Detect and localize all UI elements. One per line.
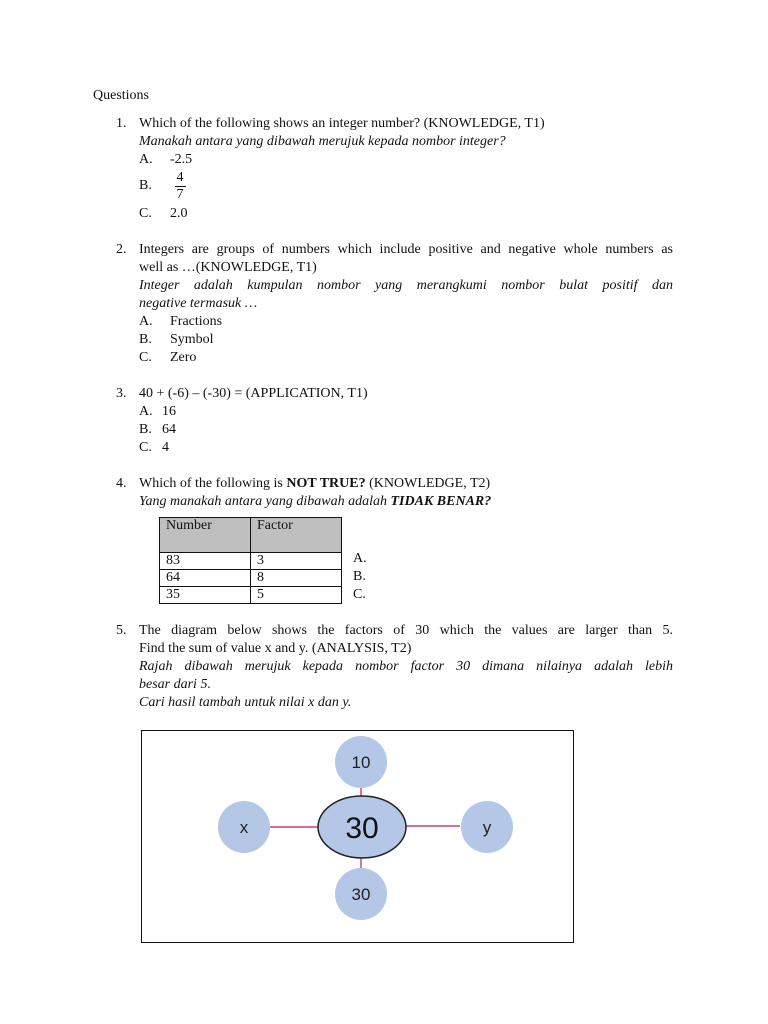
table-cell: 5: [251, 587, 342, 604]
q1-text: Which of the following shows an integer number? (KNOWLEDGE, T1): [139, 116, 545, 131]
q4-text-malay: [139, 494, 491, 510]
q2-number: 2.: [116, 242, 127, 257]
table-cell: 35: [160, 587, 251, 604]
node-center-label: 30: [345, 812, 379, 845]
q4-text-post: (KNOWLEDGE, T2): [365, 476, 491, 491]
q3-option-b-letter: B.: [139, 422, 152, 437]
q3-text: 40 + (-6) – (-30) = (APPLICATION, T1): [139, 386, 368, 401]
q5-text-line1: The diagram below shows the factors of 30 which the values are larger than 5.: [139, 623, 673, 638]
q2-text-line2: well as …(KNOWLEDGE, T1): [139, 260, 317, 275]
node-bottom-label: 30: [351, 885, 371, 904]
q4-row-letter-c: C.: [353, 587, 366, 602]
table-row: [160, 587, 342, 604]
q1-number: 1.: [116, 116, 127, 131]
q2-option-a-letter: A.: [139, 314, 153, 329]
q1-option-b-letter: B.: [139, 178, 152, 193]
fraction-denominator: 7: [176, 187, 184, 202]
node-right-label: y: [482, 818, 492, 837]
table-header-row: [160, 518, 342, 553]
q3-option-c-letter: C.: [139, 440, 152, 455]
q5-text-malay-line1: Rajah dibawah merujuk kepada nombor factor 30 dimana nilainya adalah lebih: [139, 659, 673, 674]
q1-option-a-value: -2.5: [170, 152, 193, 167]
table-cell: 64: [160, 570, 251, 587]
q3-option-a-value: 16: [162, 404, 176, 419]
q2-option-a-value: Fractions: [170, 314, 223, 329]
q4-text-bold: NOT TRUE?: [286, 476, 366, 491]
table-cell: 8: [251, 570, 342, 587]
q5-text-malay-line3: Cari hasil tambah untuk nilai x dan y.: [139, 695, 352, 710]
q3-option-c-value: 4: [162, 440, 169, 455]
q2-text-line1: Integers are groups of numbers which include positive and negative whole numbers as: [139, 242, 673, 257]
q1-option-b-fraction: [173, 170, 187, 203]
q4-text-pre: Which of the following is: [139, 476, 287, 491]
q2-option-c-letter: C.: [139, 350, 152, 365]
q1-text-malay: Manakah antara yang dibawah merujuk kepada nombor integer?: [139, 134, 506, 149]
q1-option-c-letter: C.: [139, 206, 152, 221]
q2-text-malay-line1: Integer adalah kumpulan nombor yang merangkumi nombor bulat positif dan: [139, 278, 673, 293]
node-top-label: 10: [351, 753, 371, 772]
table-row: [160, 570, 342, 587]
fraction-numerator: 4: [176, 170, 184, 185]
factor-table: [159, 517, 342, 604]
q2-option-b-letter: B.: [139, 332, 152, 347]
q4-number: 4.: [116, 476, 127, 491]
q2-text-malay-line2: negative termasuk …: [139, 296, 258, 311]
q5-text-line2: Find the sum of value x and y. (ANALYSIS, T2): [139, 641, 412, 656]
q2-option-c-value: Zero: [170, 350, 197, 365]
table-header-number: Number: [160, 518, 251, 553]
factor-diagram: [141, 730, 574, 943]
table-row: [160, 553, 342, 570]
q1-option-c-value: 2.0: [170, 206, 188, 221]
q3-number: 3.: [116, 386, 127, 401]
q4-text: [139, 476, 490, 492]
q3-option-a-letter: A.: [139, 404, 153, 419]
q5-number: 5.: [116, 623, 127, 638]
table-header-factor: Factor: [251, 518, 342, 553]
table-cell: 3: [251, 553, 342, 570]
page-heading: Questions: [93, 88, 149, 103]
q3-option-b-value: 64: [162, 422, 176, 437]
node-left-label: x: [239, 818, 249, 837]
q4-row-letter-a: A.: [353, 551, 367, 566]
factor-diagram-svg: [142, 731, 573, 942]
table-cell: 83: [160, 553, 251, 570]
q5-text-malay-line2: besar dari 5.: [139, 677, 211, 692]
q4-text-malay-pre: Yang manakah antara yang dibawah adalah: [139, 494, 391, 509]
q4-text-malay-bold: TIDAK BENAR?: [390, 494, 492, 509]
q1-option-a-letter: A.: [139, 152, 153, 167]
q2-option-b-value: Symbol: [170, 332, 214, 347]
q4-row-letter-b: B.: [353, 569, 366, 584]
